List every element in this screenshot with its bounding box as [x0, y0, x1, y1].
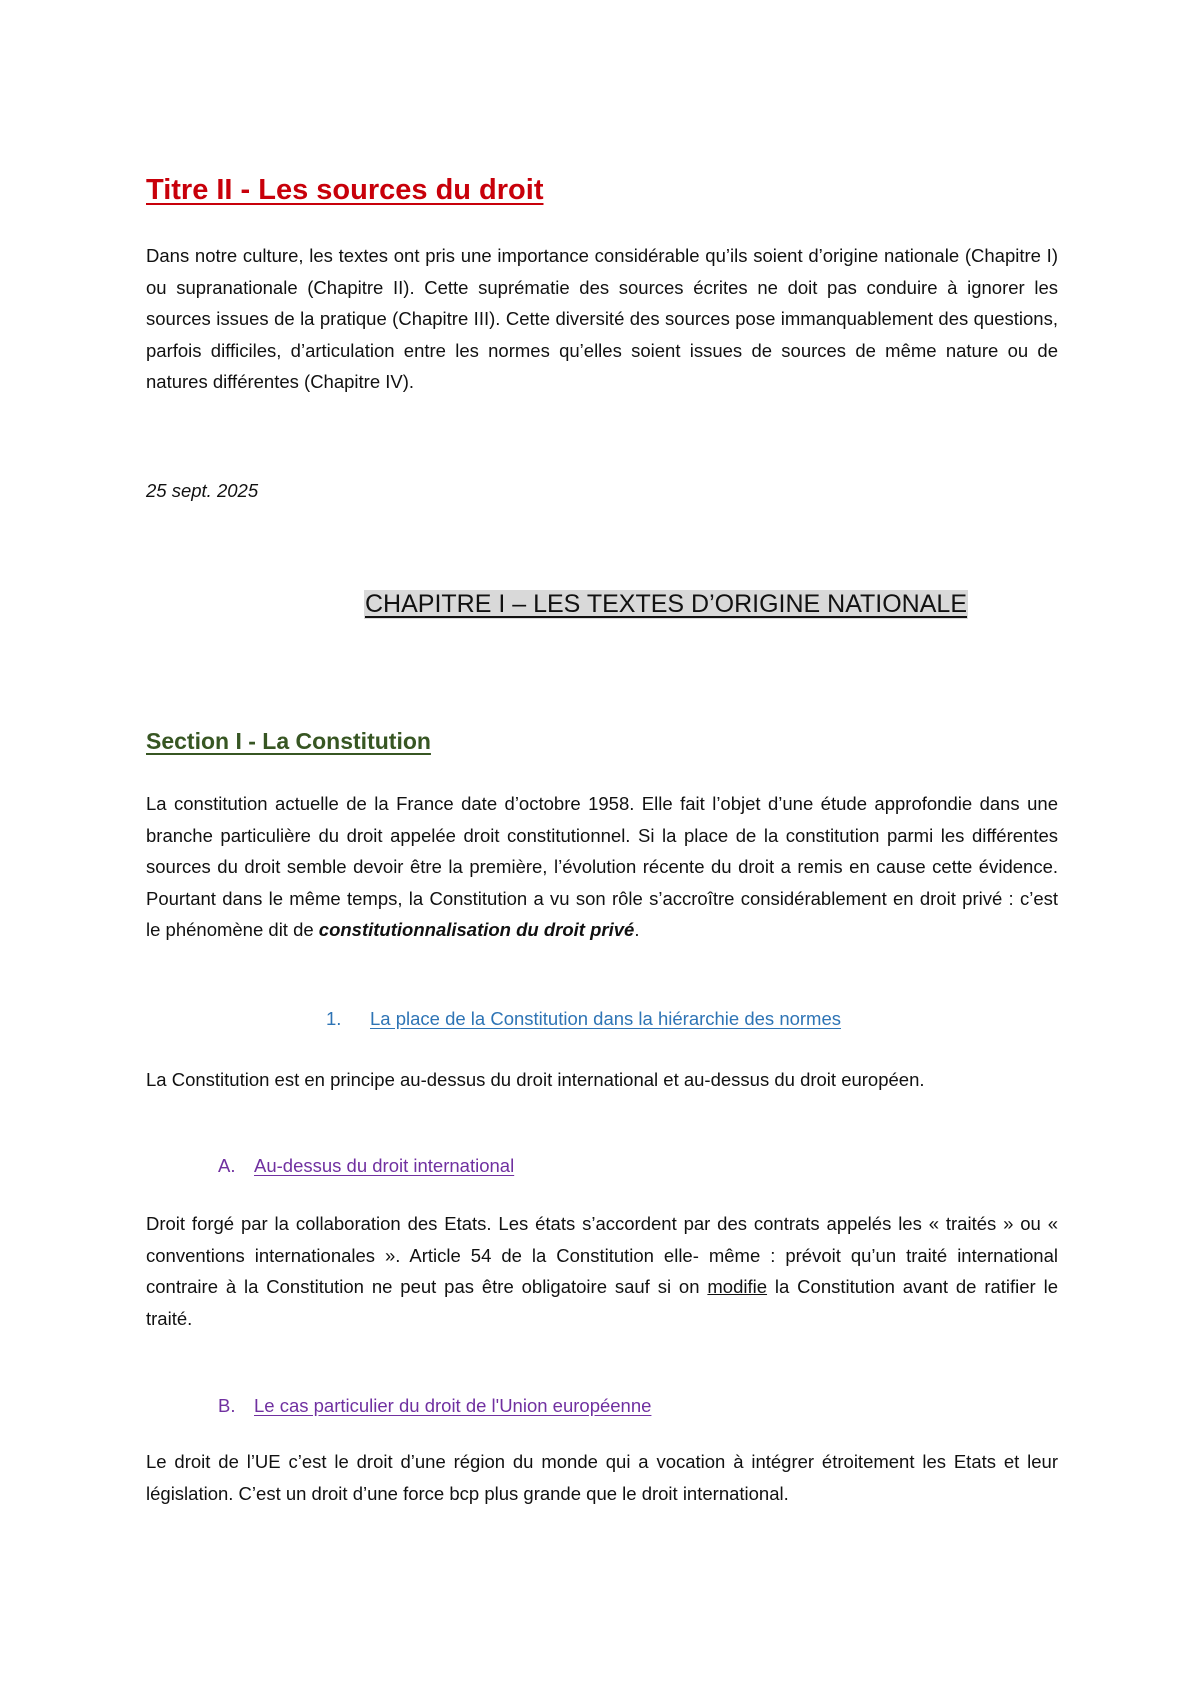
constitution-paragraph-end: . — [634, 919, 640, 940]
principe-paragraph: La Constitution est en principe au-dessus du droit international et au-dessus du droit européen. — [146, 1069, 925, 1090]
constitution-paragraph-emphasis: constitutionnalisation du droit privé — [318, 919, 635, 940]
subheading-b-label: Le cas particulier du droit de l'Union européenne — [254, 1395, 652, 1416]
document-title: Titre II - Les sources du droit — [146, 174, 544, 206]
droit-forge-underlined: modifie — [707, 1276, 768, 1297]
section-heading: Section I - La Constitution — [146, 728, 431, 754]
subheading-a-label: Au-dessus du droit international — [254, 1155, 515, 1176]
chapter-heading: CHAPITRE I – LES TEXTES D’ORIGINE NATIONALE — [365, 590, 967, 618]
droit-forge-after: la Constitution avant de ratifier le traité. — [146, 1276, 1058, 1329]
subheading-1-number: 1. — [326, 1008, 342, 1029]
subheading-b-number: B. — [218, 1395, 236, 1416]
subheading-1 — [326, 1008, 841, 1030]
subheading-a-number: A. — [218, 1155, 236, 1176]
ue-paragraph: Le droit de l’UE c’est le droit d’une région du monde qui a vocation à intégrer étroitement les Etats et leur législation. C’est un droit d’une force bcp plus grande que le droit international. — [146, 1451, 1058, 1504]
intro-paragraph: Dans notre culture, les textes ont pris une importance considérable qu’ils soient d’origine nationale (Chapitre I) ou supranationale (Chapitre II). Cette suprématie des sources écrites ne doit pas conduire à ignorer les sources issues de la pratique (Chapitre III). Cette diversité des sources pose immanquablement des questions, parfois difficiles, d’articulation entre les normes qu’elles soient issues de sources de même nature ou de natures différentes (Chapitre IV). — [146, 245, 1058, 392]
date-line: 25 sept. 2025 — [146, 480, 259, 501]
subheading-b — [218, 1395, 651, 1417]
droit-forge-paragraph — [146, 1208, 1058, 1334]
constitution-paragraph — [146, 788, 1058, 946]
subheading-a — [218, 1155, 514, 1177]
subheading-1-label: La place de la Constitution dans la hiérarchie des normes — [370, 1008, 842, 1029]
droit-forge-before: Droit forgé par la collaboration des Etats. Les états s’accordent par des contrats appelés les « traités » ou « conventions internationales ». Article 54 de la Constitution elle- même : prévoit qu’un traité international contraire à la Constitution ne peut pas être obligatoire sauf si on — [146, 1213, 1058, 1297]
constitution-paragraph-text: La constitution actuelle de la France date d’octobre 1958. Elle fait l’objet d’une étude approfondie dans une branche particulière du droit appelée droit constitutionnel. Si la place de la constitution parmi les différentes sources du droit semble devoir être la première, l’évolution récente du droit a remis en cause cette évidence. Pourtant dans le même temps, la Constitution a vu son rôle s’accroître considérablement en droit privé : c’est le phénomène dit de — [146, 793, 1058, 940]
